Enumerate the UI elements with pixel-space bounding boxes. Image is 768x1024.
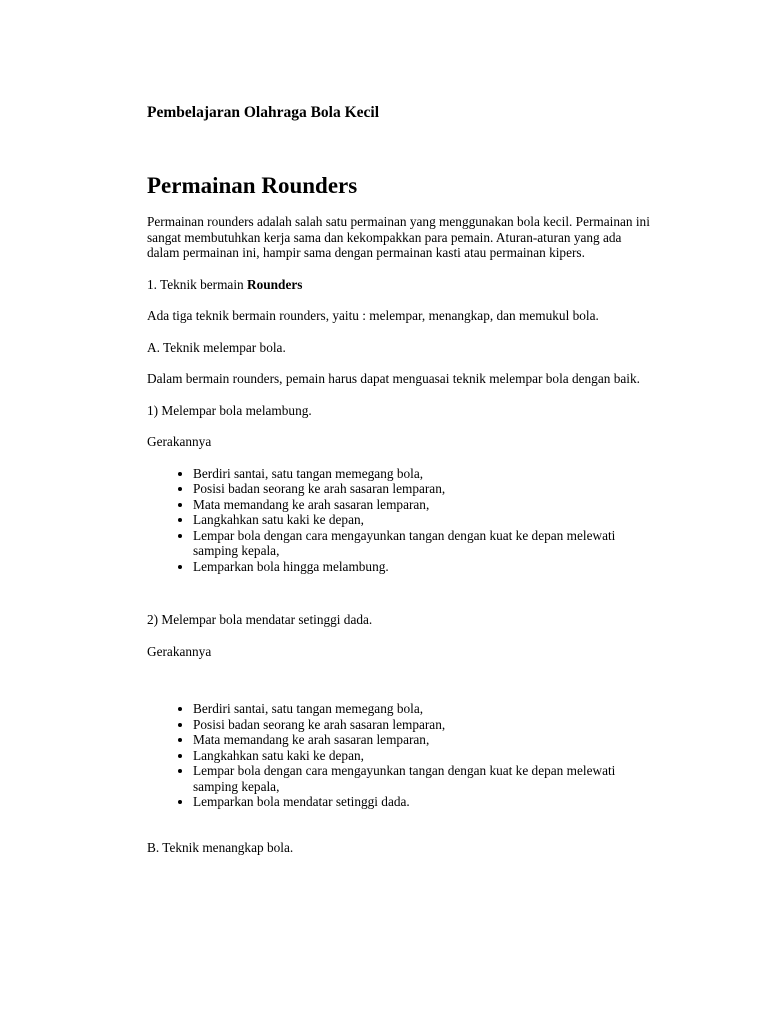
list-item: • Mata memandang ke arah sasaran lemparan, — [193, 732, 657, 748]
list-item: • Langkahkan satu kaki ke depan, — [193, 512, 657, 528]
spacer — [147, 659, 657, 701]
spacer — [147, 810, 657, 840]
step1-label: Gerakannya — [147, 434, 212, 449]
list-item: • Lempar bola dengan cara mengayunkan tangan dengan kuat ke depan melewati samping kepala, — [193, 763, 657, 794]
document-body — [147, 214, 657, 871]
list-item: • Posisi badan seorang ke arah sasaran lemparan, — [193, 717, 657, 733]
document-heading: Pembelajaran Olahraga Bola Kecil — [147, 104, 380, 121]
subheading-a: A. Teknik melempar bola. — [147, 339, 286, 355]
step1-title: 1) Melempar bola melambung. — [147, 402, 312, 418]
spacer — [147, 574, 657, 612]
list-item: • Mata memandang ke arah sasaran lemparan, — [193, 497, 657, 513]
list-item: • Lempar bola dengan cara mengayunkan tangan dengan kuat ke depan melewati samping kepala, — [193, 528, 657, 559]
subheading-a-description: Dalam bermain rounders, pemain harus dapat menguasai teknik melempar bola dengan baik. — [147, 371, 640, 386]
step2-title: 2) Melempar bola mendatar setinggi dada. — [147, 612, 373, 627]
intro-paragraph: Permainan rounders adalah salah satu permainan yang menggunakan bola kecil. Permainan ini sangat membutuhkan kerja sama dan kekompakkan para pemain. Aturan-aturan yang ada dalam permainan ini, hampir sama dengan permainan kasti atau permainan kipers. — [147, 214, 650, 260]
list-item: • Lemparkan bola mendatar setinggi dada. — [193, 794, 657, 810]
teknik-heading-prefix: 1. Teknik bermain — [147, 276, 248, 292]
section-title: Permainan Rounders — [147, 173, 358, 198]
step1-list — [147, 466, 657, 575]
teknik-heading — [147, 277, 657, 293]
step2-list — [147, 701, 657, 810]
step2-label: Gerakannya — [147, 643, 212, 659]
subheading-b: B. Teknik menangkap bola. — [147, 839, 294, 855]
list-item: • Posisi badan seorang ke arah sasaran lemparan, — [193, 481, 657, 497]
list-item: • Lemparkan bola hingga melambung. — [193, 559, 657, 575]
list-item: • Berdiri santai, satu tangan memegang bola, — [193, 701, 657, 717]
list-item: • Langkahkan satu kaki ke depan, — [193, 748, 657, 764]
list-item: • Berdiri santai, satu tangan memegang bola, — [193, 466, 657, 482]
teknik-heading-bold: Rounders — [247, 276, 303, 292]
teknik-intro-paragraph: Ada tiga teknik bermain rounders, yaitu : melempar, menangkap, dan memukul bola. — [147, 308, 599, 323]
